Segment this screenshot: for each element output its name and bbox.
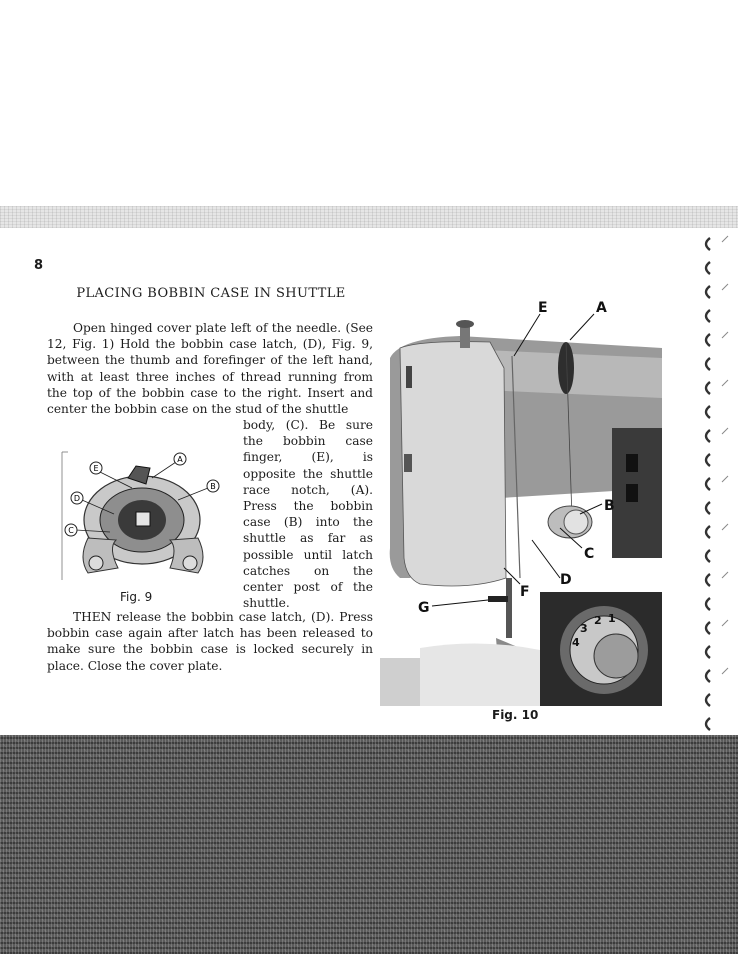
scan-noise-band-top (0, 206, 738, 228)
svg-text:A: A (177, 455, 183, 464)
fig10-label-c: C (584, 546, 595, 562)
fig10-label-a: A (596, 300, 607, 316)
fig9-label-a (174, 453, 186, 465)
fig9-label-c (65, 524, 77, 536)
fig10-label-g: G (418, 600, 430, 616)
svg-text:C: C (68, 526, 74, 535)
scan-noise-band-bottom (0, 735, 738, 954)
section-heading: PLACING BOBBIN CASE IN SHUTTLE (76, 286, 346, 301)
svg-text:1: 1 (608, 612, 616, 625)
figure-9-bobbin-shuttle-illustration (58, 448, 228, 588)
figure-10-sewing-machine-photo (380, 278, 662, 706)
fig10-label-e: E (538, 300, 548, 316)
fig9-label-e (90, 462, 102, 474)
figure-9-caption: Fig. 9 (120, 590, 153, 604)
page-number: 8 (34, 258, 44, 273)
svg-text:3: 3 (580, 622, 588, 635)
svg-text:D: D (73, 494, 81, 503)
instruction-paragraph-1: Open hinged cover plate left of the needle. (See 12, Fig. 1) Hold the bobbin case latch, (D), Fig. 9, between the thumb and forefinger of the left hand, with at least three inches of thread running from the top of the bobbin case to the right. Insert and center the bobbin case on the stud of the shuttle (47, 321, 373, 417)
instruction-paragraph-1-continued: body, (C). Be sure the bobbin case finger, (E), is opposite the shuttle race notch, (A). Press the bobbin case (B) into the shuttle as far as possible until latch catches on the center post of the shuttle. (243, 418, 373, 611)
svg-text:4: 4 (572, 636, 580, 649)
spiral-binding (698, 232, 730, 732)
fig9-label-d (71, 492, 83, 504)
svg-text:E: E (93, 464, 99, 473)
fig10-label-d: D (560, 572, 572, 588)
svg-text:B: B (210, 482, 216, 491)
fig10-label-f: F (520, 584, 530, 600)
fig10-label-b: B (604, 498, 615, 514)
figure-10-caption: Fig. 10 (492, 708, 539, 722)
fig9-label-b (207, 480, 219, 492)
instruction-paragraph-2: THEN release the bobbin case latch, (D). Press bobbin case again after latch has been released to make sure the bobbin case is locked securely in place. Close the cover plate. (47, 610, 373, 673)
svg-text:2: 2 (594, 614, 602, 627)
